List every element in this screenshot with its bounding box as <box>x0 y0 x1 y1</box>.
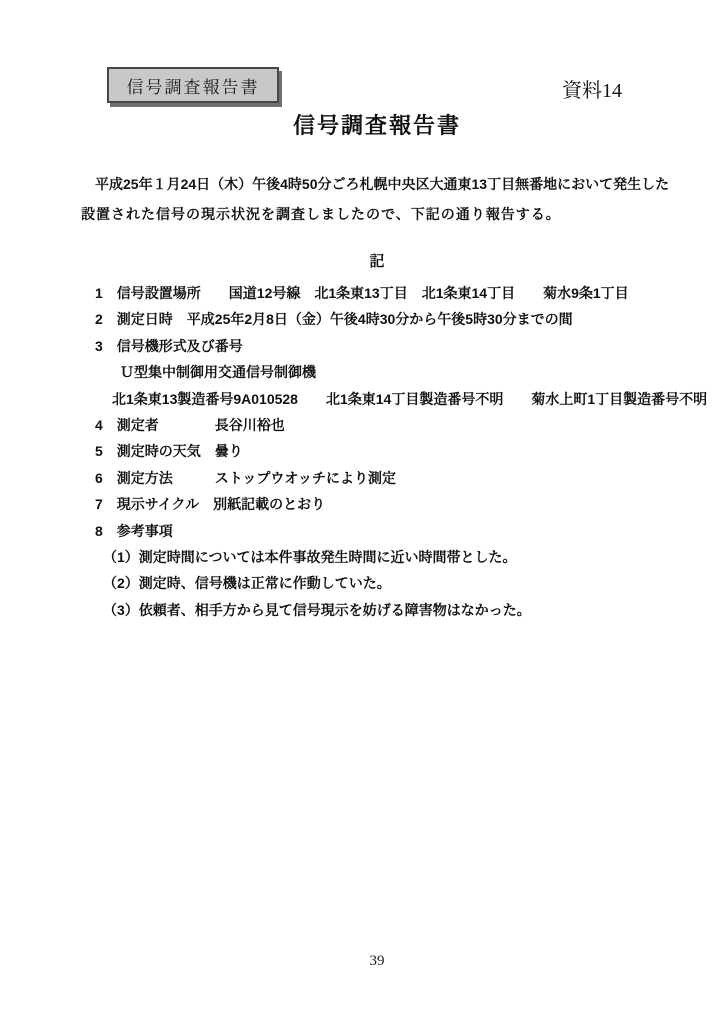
report-line-4-measurer: 4 測定者 長谷川裕也 <box>95 416 285 433</box>
record-heading: 記 <box>369 253 385 270</box>
report-lines <box>95 280 707 623</box>
report-line-5-weather: 5 測定時の天気 曇り <box>95 443 243 460</box>
report-note-2: （2）測定時、信号機は正常に作動していた。 <box>103 575 391 592</box>
report-line-8-remarks: 8 参考事項 <box>95 522 173 539</box>
report-line-3-sub-controller-type: Ｕ型集中制御用交通信号制御機 <box>120 364 316 381</box>
report-stamp-label: 信号調査報告書 <box>126 77 260 97</box>
report-stamp-box <box>107 67 279 103</box>
report-note-3: （3）依頼者、相手方から見て信号現示を妨げる障害物はなかった。 <box>103 601 531 618</box>
report-line-2-measurement-datetime: 2 測定日時 平成25年2月8日（金）午後4時30分から午後5時30分までの間 <box>95 311 573 328</box>
report-line-7-display-cycle: 7 現示サイクル 別紙記載のとおり <box>95 496 326 513</box>
page-title: 信号調査報告書 <box>292 113 461 138</box>
report-line-6-method: 6 測定方法 ストップウオッチにより測定 <box>95 469 396 486</box>
doc-reference-label: 資料14 <box>562 80 622 102</box>
page-number: 39 <box>369 953 385 969</box>
intro-line-1: 平成25年１月24日（木）午後4時50分ごろ札幌中央区大通東13丁目無番地において発生した <box>81 176 670 192</box>
intro-paragraph <box>81 169 671 229</box>
report-line-3-signal-model-number: 3 信号機形式及び番号 <box>95 337 243 354</box>
intro-line-2: 設置された信号の現示状況を調査しましたので、下記の通り報告する。 <box>81 206 561 222</box>
report-line-3-sub-serial-numbers: 北1条東13製造番号9A010528 北1条東14丁目製造番号不明 菊水上町1丁目製造番号不明 <box>112 390 708 407</box>
report-line-1-signal-location: 1 信号設置場所 国道12号線 北1条東13丁目 北1条東14丁目 菊水9条1丁目 <box>95 285 629 301</box>
report-note-1: （1）測定時間については本件事故発生時間に近い時間帯とした。 <box>103 548 517 565</box>
